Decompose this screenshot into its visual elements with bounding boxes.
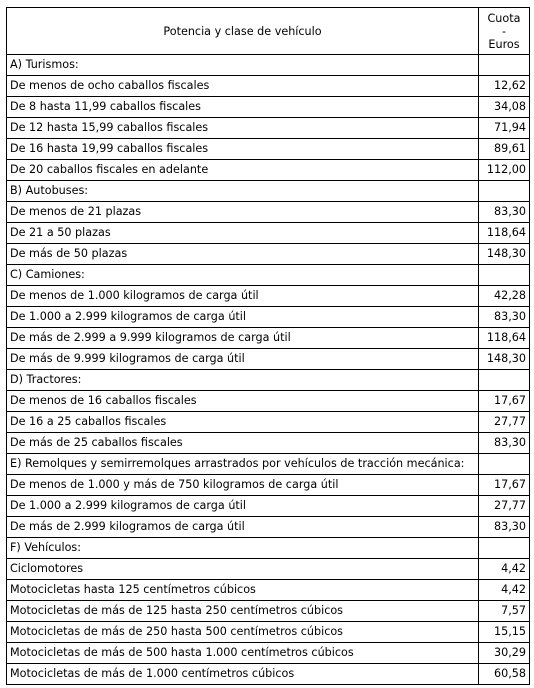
row-label: De más de 50 plazas [7, 244, 479, 265]
row-fee-value [479, 265, 530, 286]
row-fee-value: 83,30 [479, 433, 530, 454]
row-label: De 1.000 a 2.999 kilogramos de carga útil [7, 307, 479, 328]
table-row [7, 475, 530, 496]
row-fee-value: 27,77 [479, 412, 530, 433]
row-fee-value: 12,62 [479, 76, 530, 97]
row-label: Motocicletas de más de 500 hasta 1.000 centímetros cúbicos [7, 643, 479, 664]
row-label: De más de 25 caballos fiscales [7, 433, 479, 454]
row-label: Motocicletas de más de 125 hasta 250 centímetros cúbicos [7, 601, 479, 622]
table-row [7, 664, 530, 685]
row-label: De 12 hasta 15,99 caballos fiscales [7, 118, 479, 139]
row-fee-value: 17,67 [479, 391, 530, 412]
section-row [7, 265, 530, 286]
row-label: De menos de 1.000 y más de 750 kilogramos de carga útil [7, 475, 479, 496]
tariff-table [6, 7, 530, 685]
row-label: E) Remolques y semirremolques arrastrados por vehículos de tracción mecánica: [7, 454, 479, 475]
row-label: Motocicletas de más de 1.000 centímetros cúbicos [7, 664, 479, 685]
row-label: De más de 9.999 kilogramos de carga útil [7, 349, 479, 370]
header-fee-line: - [501, 24, 507, 38]
table-row [7, 643, 530, 664]
table-row [7, 601, 530, 622]
row-fee-value: 7,57 [479, 601, 530, 622]
row-label: D) Tractores: [7, 370, 479, 391]
row-label: Ciclomotores [7, 559, 479, 580]
row-fee-value: 83,30 [479, 202, 530, 223]
row-fee-value: 89,61 [479, 139, 530, 160]
row-fee-value: 71,94 [479, 118, 530, 139]
row-fee-value: 83,30 [479, 307, 530, 328]
table-row [7, 244, 530, 265]
row-label: De 1.000 a 2.999 kilogramos de carga útil [7, 496, 479, 517]
row-fee-value: 112,00 [479, 160, 530, 181]
row-fee-value [479, 55, 530, 76]
row-fee-value: 4,42 [479, 580, 530, 601]
row-fee-value: 34,08 [479, 97, 530, 118]
header-fee-line: Euros [488, 37, 520, 51]
row-label: De menos de 21 plazas [7, 202, 479, 223]
table-body [7, 55, 530, 685]
table-row [7, 559, 530, 580]
row-label: Motocicletas de más de 250 hasta 500 centímetros cúbicos [7, 622, 479, 643]
table-row [7, 433, 530, 454]
row-fee-value [479, 181, 530, 202]
table-row [7, 580, 530, 601]
table-row [7, 118, 530, 139]
row-label: De menos de 16 caballos fiscales [7, 391, 479, 412]
row-label: B) Autobuses: [7, 181, 479, 202]
row-label: De menos de ocho caballos fiscales [7, 76, 479, 97]
row-fee-value: 27,77 [479, 496, 530, 517]
row-label: De 20 caballos fiscales en adelante [7, 160, 479, 181]
row-label: De menos de 1.000 kilogramos de carga útil [7, 286, 479, 307]
table-row [7, 307, 530, 328]
row-fee-value [479, 370, 530, 391]
row-fee-value: 15,15 [479, 622, 530, 643]
table-row [7, 76, 530, 97]
row-label: De 16 hasta 19,99 caballos fiscales [7, 139, 479, 160]
row-fee-value [479, 538, 530, 559]
table-row [7, 622, 530, 643]
row-fee-value: 118,64 [479, 223, 530, 244]
row-label: De más de 2.999 a 9.999 kilogramos de carga útil [7, 328, 479, 349]
row-fee-value: 30,29 [479, 643, 530, 664]
row-fee-value: 148,30 [479, 349, 530, 370]
header-vehicle-class: Potencia y clase de vehículo [7, 8, 479, 55]
section-row [7, 454, 530, 475]
row-fee-value: 60,58 [479, 664, 530, 685]
table-header-row [7, 8, 530, 55]
header-fee-euros [479, 8, 530, 55]
row-label: F) Vehículos: [7, 538, 479, 559]
tariff-table-container [6, 7, 530, 685]
table-row [7, 97, 530, 118]
row-fee-value [479, 454, 530, 475]
header-fee-line: Cuota [487, 11, 521, 25]
table-row [7, 160, 530, 181]
row-fee-value: 118,64 [479, 328, 530, 349]
row-fee-value: 17,67 [479, 475, 530, 496]
row-fee-value: 83,30 [479, 517, 530, 538]
table-row [7, 412, 530, 433]
table-row [7, 139, 530, 160]
row-fee-value: 42,28 [479, 286, 530, 307]
row-fee-value: 4,42 [479, 559, 530, 580]
row-label: De más de 2.999 kilogramos de carga útil [7, 517, 479, 538]
section-row [7, 538, 530, 559]
row-label: De 16 a 25 caballos fiscales [7, 412, 479, 433]
table-row [7, 496, 530, 517]
row-label: C) Camiones: [7, 265, 479, 286]
table-row [7, 349, 530, 370]
table-row [7, 517, 530, 538]
row-label: Motocicletas hasta 125 centímetros cúbicos [7, 580, 479, 601]
row-label: A) Turismos: [7, 55, 479, 76]
row-label: De 21 a 50 plazas [7, 223, 479, 244]
table-row [7, 223, 530, 244]
row-label: De 8 hasta 11,99 caballos fiscales [7, 97, 479, 118]
table-row [7, 391, 530, 412]
section-row [7, 181, 530, 202]
section-row [7, 370, 530, 391]
table-row [7, 328, 530, 349]
table-row [7, 202, 530, 223]
row-fee-value: 148,30 [479, 244, 530, 265]
table-row [7, 286, 530, 307]
section-row [7, 55, 530, 76]
